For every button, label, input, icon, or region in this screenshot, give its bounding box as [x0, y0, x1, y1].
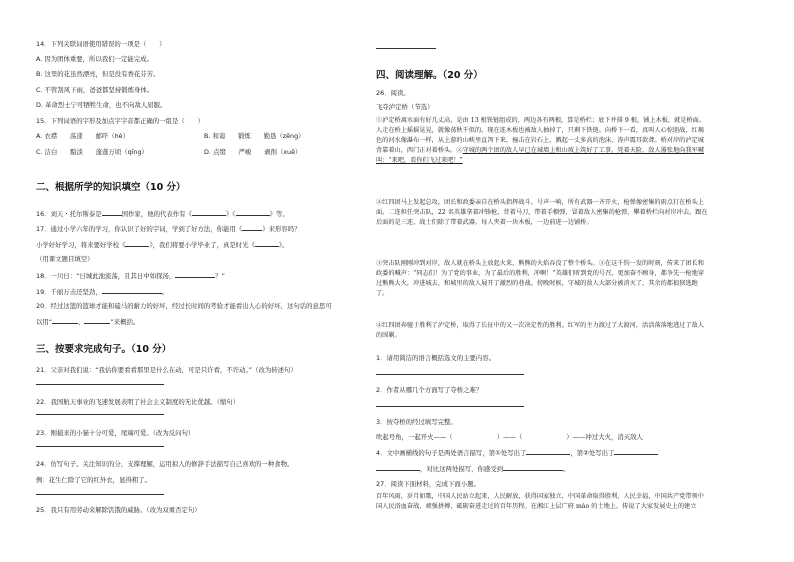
q15-option-a: A. 衣襟 荡漾 邮吓（hè）	[36, 132, 129, 140]
reading-q1: 1．请用简洁的语言概括选文的主要内容。	[376, 354, 496, 362]
q20-line-2: 以用“ ， ”来概括。	[36, 318, 140, 326]
section-4-title: 四、阅读理解。（20 分）	[376, 70, 483, 81]
q24-answer-line[interactable]	[36, 494, 164, 495]
q15-option-d: D. 点缀 严峻 剥削（xuē）	[204, 148, 302, 156]
q25: 25．我只有用劳动来解除饥饿的威胁。（改为双重否定句）	[36, 506, 201, 514]
q19: 19．千丽万击还坚劲， 。	[36, 288, 169, 296]
q24: 24．仿写句子。关注知识的分，支撑理解，运用拟人的修辞手法描写自己喜欢的一种食物。	[36, 460, 294, 468]
q20-line-1: 20．经过这篮的篮球才能和磕马的耐力的好坏，经过长时间的考验才能看出人心的好坏，这句话的意思可	[36, 302, 332, 310]
q18: 18．一川日：“日城此池流荡，且其日中如探汤， ？”	[36, 272, 225, 280]
reading-q2: 2．作者从哪几个方面写了夺桥之难？	[376, 386, 483, 394]
reading-q1-answer-line[interactable]	[376, 374, 524, 375]
passage-paragraph-3: ③突击队刚刚冲到对岸，敌人就在桥头上放起火来，熊熊的火焰吞没了整个桥头。③在这千钧一发的时刻，传来了团长和政委的喊声：“同志们！为了党的事业，为了最后的胜利，冲啊！”英雄们听到党的号召，更加奋不顾身，都争先一枪地穿过熊熊大火，冲进城去，和城里的敌人展开了激烈的巷战。傍晚时候，守城的敌人大部分被消灭了，其余的都狼狈逃跑了。	[376, 260, 705, 298]
q17-line-1: 17．通过小学六年的学习，你认识了好的字词，学到了好方法，你能用《 》来形容吗？	[36, 225, 301, 233]
material-paragraph: 百年风雨，岁月如歌，中国人民站立起来，人民解放，获得国家独立，中国革命取得胜利，人民幸福，中国共产党带领中国人民浴血奋战、顽强拼搏，砥砺奋进走过的百年历程。在湘江上层广府 mào 的土地上，传说了大家发展史上的建立	[376, 493, 704, 511]
underlined-sentence: 守城的两个团的敌人早已在城墙上和山坡上筑好了工事，凭着天险，敌人嚣张地向我军喊叫：“来吧，看你们飞过来吧！”	[376, 147, 704, 165]
q17-note: （用课文题目填空）	[36, 255, 94, 263]
q14-option-a: A. 因为团体重要，所以我们一定能完成。	[36, 55, 153, 63]
q16: 16．刘天・托尔斯泰是 国作家，他的代表作有《 》《 》等。	[36, 210, 289, 218]
q15-stem: 15．下列词语的字形及加点字字音都正确的一组是（ ）	[36, 117, 204, 125]
q21-answer-line[interactable]	[36, 384, 164, 385]
q14-stem: 14．下列关联词语使用错误的一项是（ ）	[36, 40, 166, 48]
q24-example: 例：花生仁除了它的红外衣，显得粗了。	[36, 476, 152, 484]
passage-paragraph-2: ②红四团马上发起总攻。团长和政委亲自在桥头指挥战斗。号声一响，所有武器一齐开火，枪弹像密集的雨点打在桥头上面。二连担任突击队，22 名英雄拿着冲锋枪，背着马刀，带着手榴弹，冒着敌人密集的枪弹，攀着桥栏向对岸冲去。跟在后面的是三连，战士们除了带着武器，每人夹着一块木板，一边前进一边铺桥。	[376, 199, 708, 227]
reading-q3-sequence: 吹起号角，一起开火——（ ）——（ ）——冲过大火，消灭敌人	[376, 433, 643, 441]
reading-q4-line-2: ，对比这两处描写，你感受到 。	[376, 464, 569, 473]
section-3-title: 三、按要求完成句子。（10 分）	[36, 344, 172, 355]
q23: 23．刚捕来的小猫十分可爱，尾端可爱。（改为反问句）	[36, 429, 195, 437]
reading-q4-line-1: 4．文中画横线的句子是两处语言描写，第①处写出了 ，第②处写出了	[376, 448, 658, 457]
q15-option-b: B. 和蔼 锻炼 勤恳（zēng）	[204, 132, 305, 140]
passage-paragraph-1: ①泸定桥离水面有好几丈高，是由 13 根铁链组成的，两边各有两根，算是桥栏；底下并排 9 根，铺上木板，就是桥面。人走在桥上摇摇晃晃，就像荡秋千似的。现在连木板也被敌人抽掉了，只剩下铁链。向桥下一看，真叫人心惊胆战，红褐色的河水像瀑布一样，从上游的山峡里直泻下来，撞击在岩石上，溅起一丈多高的泡沫，涛声震耳欲聋。桥对岸的泸定城背靠着山，西门正对着桥头。②守城的两个团的敌人早已在城墙上和山坡上筑好了工事，凭着天险，敌人嚣张地向我军喊叫：“来吧，看你们飞过来吧！”	[376, 117, 706, 165]
q22-answer-line[interactable]	[36, 414, 164, 415]
q14-option-c: C. 不管刮风下雨，爸爸都坚持锻炼身体。	[36, 86, 154, 94]
q14-option-b: B. 这里的花虽然漂亮，但是没有香花芬芳。	[36, 70, 160, 78]
passage-paragraph-4: ④红四团奔驰于胜利了泸定桥，取得了长征中的又一次决定性的胜利。红军的主力渡过了大渡河，活活落落地逃过了敌人的围剿。	[376, 322, 704, 340]
q15-option-c: C. 洁白 黯淡 蓬蓬万顷（qīng）	[36, 148, 148, 156]
q22: 22．我国航天事业的飞速发展表明了社会主义制度的无比优越。（缩句）	[36, 398, 240, 406]
section-2-title: 二、根据所学的知识填空（10 分）	[36, 182, 186, 193]
q23-answer-line[interactable]	[36, 446, 164, 447]
q14-option-d: D. 革命烈士宁可牺牲生命，也不向敌人屈服。	[36, 101, 167, 109]
answer-line-top[interactable]	[376, 48, 436, 49]
reading-q2-answer-line[interactable]	[376, 406, 524, 407]
q26-label: 26．阅读。	[376, 89, 410, 97]
q27-label: 27．阅读下面材料，完成下面小题。	[376, 480, 480, 488]
passage-title: 飞夺泸定桥（节选）	[376, 103, 434, 111]
reading-q3: 3．按夺桥的经过填写完整。	[376, 418, 457, 426]
q21: 21．父亲对我们说：“我估你要看看那里是什么在动，可是只许看，不许动。”（改为转述句）	[36, 366, 297, 374]
q17-line-2: 小学好好学习，将来要好学校《 》，我们将要小学毕业了，真是时光《 》。	[36, 241, 289, 249]
